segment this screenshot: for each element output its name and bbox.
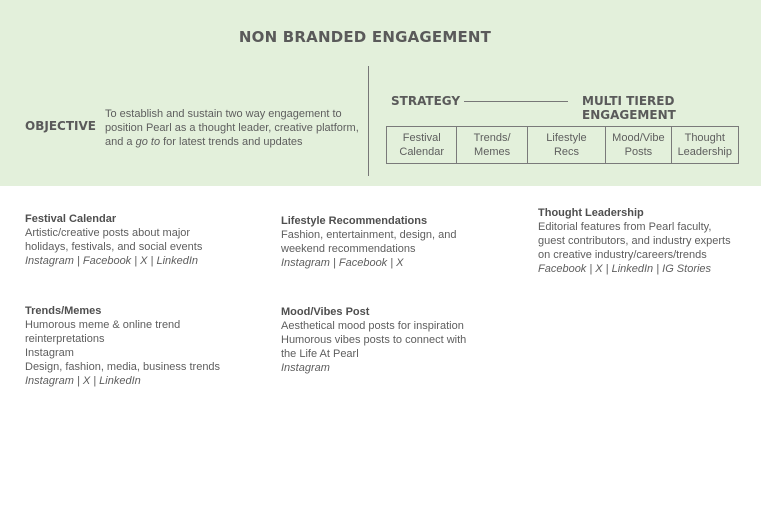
section-festival-calendar [25,212,202,268]
section-line: Humorous vibes posts to connect with [281,334,467,346]
section-line: weekend recommendations [281,243,416,255]
section-line: Fashion, entertainment, design, and [281,229,457,241]
tier-cell: Lifestyle Recs [527,127,605,163]
section-heading: Thought Leadership [538,207,644,219]
objective-label: OBJECTIVE [25,119,96,133]
tier-cell: Trends/ Memes [456,127,526,163]
vertical-divider [368,66,369,176]
section-channels: Instagram | Facebook | X [281,257,404,269]
section-trends-memes [25,304,220,388]
section-line: holidays, festivals, and social events [25,241,203,253]
connector-line [464,101,568,102]
objective-text [105,107,365,149]
strategy-label: STRATEGY [391,94,461,108]
section-channels: Instagram [281,362,330,374]
section-line: reinterpretations [25,333,105,345]
section-heading: Trends/Memes [25,305,102,317]
tier-cell: Festival Calendar [399,132,445,158]
tier-cell: Thought Leadership [671,127,738,163]
section-line: Aesthetical mood posts for inspiration [281,320,464,332]
section-heading: Lifestyle Recommendations [281,215,428,227]
objective-text-part: To establish and sustain two way engagement to position Pearl as a thought leader, creative platform, and a [105,108,359,148]
section-line: Editorial features from Pearl faculty, [538,221,712,233]
objective-text-italic: go to [135,136,161,148]
section-channels: Instagram | Facebook | X | LinkedIn [25,255,199,267]
section-line: Artistic/creative posts about major [25,227,191,239]
section-thought-leadership [538,206,731,276]
section-line: guest contributors, and industry experts [538,235,731,247]
tier-cell: Mood/Vibe Posts [605,127,670,163]
section-heading: Festival Calendar [25,213,117,225]
section-channels: Instagram | X | LinkedIn [25,375,141,387]
page-title: NON BRANDED ENGAGEMENT [238,28,492,46]
objective-text-part: for latest trends and updates [160,136,303,148]
section-heading: Mood/Vibes Post [281,306,370,318]
section-line: Design, fashion, media, business trends [25,361,221,373]
section-lifestyle-recommendations [281,214,457,270]
section-line: Humorous meme & online trend [25,319,181,331]
section-mood-vibes [281,305,466,375]
strategy-approach: MULTI TIERED ENGAGEMENT [582,94,676,122]
section-line: the Life At Pearl [281,348,359,360]
tier-table [386,126,739,164]
section-line: on creative industry/careers/trends [538,249,707,261]
section-line: Instagram [25,347,74,359]
section-channels: Facebook | X | LinkedIn | IG Stories [538,263,712,275]
